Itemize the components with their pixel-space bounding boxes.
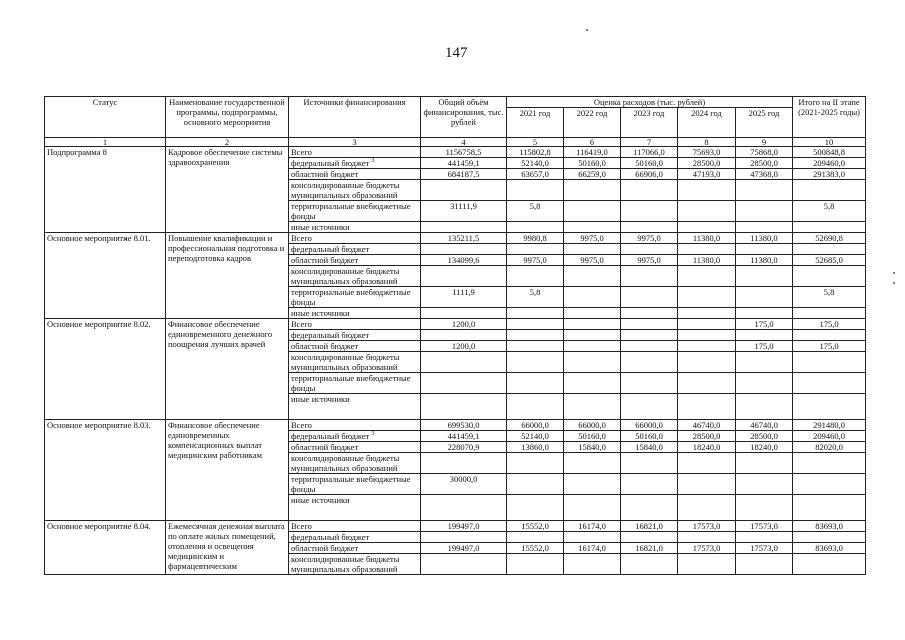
year-value-cell: 5,8 xyxy=(507,201,564,222)
year-value-cell: 75868,0 xyxy=(736,147,793,158)
year-value-cell: 11380,0 xyxy=(678,233,736,244)
source-label: областной бюджет xyxy=(291,543,359,553)
year-value-cell: 15840,0 xyxy=(564,442,621,453)
source-cell xyxy=(289,532,421,543)
header-year: 2022 год xyxy=(564,108,621,138)
source-label: Всего xyxy=(291,233,312,243)
year-value-cell xyxy=(621,201,678,222)
itogo-cell xyxy=(793,352,866,373)
source-cell xyxy=(289,319,421,330)
table-row xyxy=(45,319,866,330)
year-value-cell: 28500,0 xyxy=(678,431,736,442)
status-cell: Основное мероприятие 8.03. xyxy=(45,420,166,521)
total-cell: 684187,5 xyxy=(421,169,507,180)
year-value-cell xyxy=(736,266,793,287)
total-cell xyxy=(421,373,507,394)
year-value-cell: 9975,0 xyxy=(621,255,678,266)
source-label: иные источники xyxy=(291,394,350,404)
year-value-cell: 15840,0 xyxy=(621,442,678,453)
source-label: федеральный бюджет xyxy=(291,330,370,340)
source-cell xyxy=(289,158,421,169)
year-value-cell: 75693,0 xyxy=(678,147,736,158)
year-value-cell: 17573,0 xyxy=(736,543,793,554)
itogo-cell xyxy=(793,453,866,474)
status-cell: Основное мероприятие 8.02. xyxy=(45,319,166,420)
itogo-cell: 175,0 xyxy=(793,319,866,330)
year-value-cell xyxy=(736,453,793,474)
itogo-cell xyxy=(793,474,866,495)
year-value-cell: 47193,0 xyxy=(678,169,736,180)
year-value-cell xyxy=(621,308,678,319)
year-value-cell: 117066,0 xyxy=(621,147,678,158)
year-value-cell xyxy=(736,474,793,495)
year-value-cell xyxy=(564,341,621,352)
year-value-cell: 28500,0 xyxy=(736,158,793,169)
year-value-cell xyxy=(678,319,736,330)
year-value-cell xyxy=(678,532,736,543)
year-value-cell xyxy=(564,373,621,394)
year-value-cell xyxy=(621,373,678,394)
year-value-cell xyxy=(736,532,793,543)
source-cell xyxy=(289,222,421,233)
year-value-cell xyxy=(507,341,564,352)
year-value-cell xyxy=(564,244,621,255)
year-value-cell xyxy=(736,330,793,341)
program-name-cell: Финансовое обеспечение единовременного денежного поощрения лучших врачей xyxy=(166,319,289,420)
year-value-cell: 11380,0 xyxy=(736,233,793,244)
source-label: иные источники xyxy=(291,222,350,232)
year-value-cell xyxy=(507,394,564,420)
source-cell xyxy=(289,521,421,532)
source-cell xyxy=(289,420,421,431)
header-total: Общий объём финансирования, тыс. рублей xyxy=(421,97,507,138)
itogo-cell xyxy=(793,554,866,575)
year-value-cell: 50160,0 xyxy=(621,158,678,169)
year-value-cell xyxy=(621,532,678,543)
total-cell xyxy=(421,495,507,521)
year-value-cell: 50160,0 xyxy=(621,431,678,442)
year-value-cell: 66000,0 xyxy=(621,420,678,431)
year-value-cell xyxy=(678,453,736,474)
year-value-cell: 175,0 xyxy=(736,319,793,330)
year-value-cell xyxy=(564,474,621,495)
year-value-cell xyxy=(507,554,564,575)
year-value-cell xyxy=(678,222,736,233)
table-row xyxy=(45,420,866,431)
year-value-cell: 17573,0 xyxy=(678,543,736,554)
program-name-cell: Ежемесячная денежная выплата по оплате жилых помещений, отопления и освещения медицинским и фармацевтическим xyxy=(166,521,289,575)
year-value-cell xyxy=(564,495,621,521)
source-cell xyxy=(289,308,421,319)
year-value-cell xyxy=(507,532,564,543)
year-value-cell: 116419,0 xyxy=(564,147,621,158)
year-value-cell: 66906,0 xyxy=(621,169,678,180)
year-value-cell xyxy=(678,373,736,394)
year-value-cell xyxy=(564,453,621,474)
itogo-cell: 83693,0 xyxy=(793,543,866,554)
itogo-cell xyxy=(793,330,866,341)
total-cell: 1156758,5 xyxy=(421,147,507,158)
source-label: областной бюджет xyxy=(291,442,359,452)
year-value-cell xyxy=(621,319,678,330)
itogo-cell: 5,8 xyxy=(793,201,866,222)
year-value-cell xyxy=(507,373,564,394)
year-value-cell xyxy=(621,180,678,201)
column-index-cell: 4 xyxy=(421,138,507,147)
year-value-cell xyxy=(507,308,564,319)
column-index-cell: 1 xyxy=(45,138,166,147)
year-value-cell: 9975,0 xyxy=(564,255,621,266)
year-value-cell: 28500,0 xyxy=(678,158,736,169)
year-value-cell: 18240,0 xyxy=(678,442,736,453)
year-value-cell: 9975,0 xyxy=(564,233,621,244)
year-value-cell: 66259,0 xyxy=(564,169,621,180)
total-cell xyxy=(421,266,507,287)
source-label: консолидированные бюджеты муниципальных образований xyxy=(291,453,400,473)
financing-table xyxy=(44,96,866,575)
year-value-cell xyxy=(678,266,736,287)
year-value-cell: 11380,0 xyxy=(678,255,736,266)
year-value-cell xyxy=(507,495,564,521)
column-index-cell: 3 xyxy=(289,138,421,147)
itogo-cell: 291480,0 xyxy=(793,420,866,431)
total-cell xyxy=(421,453,507,474)
source-cell xyxy=(289,244,421,255)
year-value-cell xyxy=(678,287,736,308)
total-cell xyxy=(421,394,507,420)
total-cell xyxy=(421,308,507,319)
year-value-cell: 15552,0 xyxy=(507,521,564,532)
total-cell xyxy=(421,244,507,255)
year-value-cell: 16174,0 xyxy=(564,521,621,532)
year-value-cell xyxy=(678,308,736,319)
source-cell xyxy=(289,341,421,352)
source-label: Всего xyxy=(291,521,312,531)
year-value-cell xyxy=(621,287,678,308)
year-value-cell: 13860,0 xyxy=(507,442,564,453)
column-index-cell: 8 xyxy=(678,138,736,147)
itogo-cell xyxy=(793,244,866,255)
header-name: Наименование государственной программы, подпрограммы, основного мероприятия xyxy=(166,97,289,138)
itogo-cell: 52685,0 xyxy=(793,255,866,266)
year-value-cell: 66000,0 xyxy=(507,420,564,431)
year-value-cell xyxy=(736,244,793,255)
source-cell xyxy=(289,543,421,554)
year-value-cell xyxy=(678,554,736,575)
itogo-cell xyxy=(793,308,866,319)
source-label: Всего xyxy=(291,319,312,329)
source-label: территориальные внебюджетные фонды xyxy=(291,474,411,494)
year-value-cell xyxy=(507,180,564,201)
itogo-cell xyxy=(793,266,866,287)
year-value-cell xyxy=(621,266,678,287)
itogo-cell xyxy=(793,222,866,233)
year-value-cell xyxy=(564,287,621,308)
total-cell xyxy=(421,554,507,575)
year-value-cell xyxy=(507,222,564,233)
itogo-cell xyxy=(793,495,866,521)
year-value-cell xyxy=(564,554,621,575)
total-cell: 1200,0 xyxy=(421,319,507,330)
column-index-cell: 9 xyxy=(736,138,793,147)
total-cell: 31111,9 xyxy=(421,201,507,222)
year-value-cell xyxy=(621,474,678,495)
year-value-cell xyxy=(621,341,678,352)
year-value-cell xyxy=(564,330,621,341)
year-value-cell: 52140,0 xyxy=(507,158,564,169)
page-number: 147 xyxy=(445,45,468,61)
source-cell xyxy=(289,431,421,442)
year-value-cell xyxy=(736,287,793,308)
source-label: консолидированные бюджеты муниципальных образований xyxy=(291,266,400,286)
footnote-mark: 3 xyxy=(371,158,375,165)
total-cell: 135211,5 xyxy=(421,233,507,244)
source-cell xyxy=(289,352,421,373)
year-value-cell xyxy=(621,554,678,575)
year-value-cell xyxy=(678,495,736,521)
header-year: 2024 год xyxy=(678,108,736,138)
header-itogo: Итого на II этапе (2021-2025 годы) xyxy=(793,97,866,138)
total-cell: 441459,1 xyxy=(421,431,507,442)
year-value-cell xyxy=(507,474,564,495)
program-name-cell: Финансовое обеспечение единовременных компенсационных выплат медицинским работникам xyxy=(166,420,289,521)
year-value-cell xyxy=(564,532,621,543)
column-index-cell: 2 xyxy=(166,138,289,147)
year-value-cell xyxy=(736,495,793,521)
year-value-cell xyxy=(678,201,736,222)
year-value-cell xyxy=(564,308,621,319)
footnote-mark: 3 xyxy=(371,431,375,438)
source-label: территориальные внебюджетные фонды xyxy=(291,201,411,221)
scan-speck xyxy=(893,282,895,284)
year-value-cell xyxy=(736,352,793,373)
itogo-cell: 82020,0 xyxy=(793,442,866,453)
source-cell xyxy=(289,373,421,394)
year-value-cell xyxy=(678,394,736,420)
status-cell: Основное мероприятие 8.04. xyxy=(45,521,166,575)
source-cell xyxy=(289,442,421,453)
year-value-cell: 66000,0 xyxy=(564,420,621,431)
year-value-cell xyxy=(736,554,793,575)
source-label: федеральный бюджет xyxy=(291,244,370,254)
year-value-cell xyxy=(736,373,793,394)
column-index-cell: 6 xyxy=(564,138,621,147)
year-value-cell xyxy=(507,330,564,341)
year-value-cell xyxy=(736,222,793,233)
year-value-cell xyxy=(736,180,793,201)
year-value-cell: 9975,0 xyxy=(507,255,564,266)
source-label: иные источники xyxy=(291,495,350,505)
year-value-cell xyxy=(564,201,621,222)
year-value-cell xyxy=(507,266,564,287)
year-value-cell xyxy=(507,352,564,373)
year-value-cell xyxy=(678,352,736,373)
year-value-cell: 50160,0 xyxy=(564,158,621,169)
year-value-cell xyxy=(621,453,678,474)
total-cell xyxy=(421,330,507,341)
source-cell xyxy=(289,554,421,575)
itogo-cell: 291383,0 xyxy=(793,169,866,180)
year-value-cell: 175,0 xyxy=(736,341,793,352)
source-label: территориальные внебюджетные фонды xyxy=(291,373,411,393)
itogo-cell xyxy=(793,532,866,543)
table-row xyxy=(45,233,866,244)
year-value-cell xyxy=(564,319,621,330)
year-value-cell xyxy=(736,394,793,420)
year-value-cell: 63657,0 xyxy=(507,169,564,180)
year-value-cell: 5,8 xyxy=(507,287,564,308)
column-index-cell: 10 xyxy=(793,138,866,147)
year-value-cell xyxy=(678,180,736,201)
status-cell: Подпрограмма 8 xyxy=(45,147,166,233)
total-cell xyxy=(421,222,507,233)
program-name-cell: Повышение квалификации и профессиональная подготовка и переподготовка кадров xyxy=(166,233,289,319)
year-value-cell xyxy=(678,474,736,495)
year-value-cell xyxy=(564,352,621,373)
source-label: Всего xyxy=(291,147,312,157)
year-value-cell xyxy=(621,330,678,341)
source-label: областной бюджет xyxy=(291,255,359,265)
year-value-cell: 17573,0 xyxy=(678,521,736,532)
source-cell xyxy=(289,474,421,495)
itogo-cell: 83693,0 xyxy=(793,521,866,532)
year-value-cell xyxy=(678,244,736,255)
year-value-cell: 16174,0 xyxy=(564,543,621,554)
year-value-cell xyxy=(564,394,621,420)
table-row xyxy=(45,521,866,532)
itogo-cell: 500848,8 xyxy=(793,147,866,158)
year-value-cell xyxy=(678,330,736,341)
year-value-cell xyxy=(621,394,678,420)
year-value-cell: 50160,0 xyxy=(564,431,621,442)
source-label: консолидированные бюджеты муниципальных образований xyxy=(291,352,400,372)
year-value-cell: 9980,8 xyxy=(507,233,564,244)
year-value-cell xyxy=(736,308,793,319)
year-value-cell: 46740,0 xyxy=(736,420,793,431)
header-year: 2025 год xyxy=(736,108,793,138)
year-value-cell: 16821,0 xyxy=(621,543,678,554)
year-value-cell xyxy=(564,222,621,233)
itogo-cell: 209460,0 xyxy=(793,431,866,442)
source-cell xyxy=(289,394,421,420)
itogo-cell: 209460,0 xyxy=(793,158,866,169)
total-cell: 30000,0 xyxy=(421,474,507,495)
source-label: федеральный бюджет xyxy=(291,158,370,168)
source-cell xyxy=(289,266,421,287)
header-sources: Источники финансирования xyxy=(289,97,421,138)
source-cell xyxy=(289,495,421,521)
source-cell xyxy=(289,169,421,180)
column-index-row xyxy=(45,138,866,147)
source-label: областной бюджет xyxy=(291,341,359,351)
total-cell: 199497,0 xyxy=(421,521,507,532)
itogo-cell xyxy=(793,394,866,420)
header-estimate: Оценка расходов (тыс. рублей) xyxy=(507,97,793,108)
year-value-cell: 115802,8 xyxy=(507,147,564,158)
source-label: федеральный бюджет xyxy=(291,532,370,542)
itogo-cell: 5,8 xyxy=(793,287,866,308)
total-cell: 1200,0 xyxy=(421,341,507,352)
total-cell: 1111,9 xyxy=(421,287,507,308)
source-cell xyxy=(289,201,421,222)
year-value-cell: 16821,0 xyxy=(621,521,678,532)
column-index-cell: 5 xyxy=(507,138,564,147)
source-cell xyxy=(289,453,421,474)
itogo-cell: 175,0 xyxy=(793,341,866,352)
column-index-cell: 7 xyxy=(621,138,678,147)
source-label: консолидированные бюджеты муниципальных образований xyxy=(291,554,400,574)
source-cell xyxy=(289,180,421,201)
year-value-cell: 17573,0 xyxy=(736,521,793,532)
total-cell: 441459,1 xyxy=(421,158,507,169)
year-value-cell: 46740,0 xyxy=(678,420,736,431)
year-value-cell: 18240,0 xyxy=(736,442,793,453)
source-cell xyxy=(289,233,421,244)
year-value-cell xyxy=(621,495,678,521)
year-value-cell: 9975,0 xyxy=(621,233,678,244)
scan-speck xyxy=(893,272,895,274)
total-cell xyxy=(421,532,507,543)
year-value-cell xyxy=(736,201,793,222)
header-year: 2021 год xyxy=(507,108,564,138)
year-value-cell: 28500,0 xyxy=(736,431,793,442)
program-name-cell: Кадровое обеспечение системы здравоохранения xyxy=(166,147,289,233)
year-value-cell: 11380,0 xyxy=(736,255,793,266)
source-cell xyxy=(289,330,421,341)
source-cell xyxy=(289,287,421,308)
header-year: 2023 год xyxy=(621,108,678,138)
year-value-cell xyxy=(564,266,621,287)
source-label: областной бюджет xyxy=(291,169,359,179)
source-label: консолидированные бюджеты муниципальных образований xyxy=(291,180,400,200)
year-value-cell xyxy=(621,244,678,255)
total-cell xyxy=(421,180,507,201)
total-cell: 228070,9 xyxy=(421,442,507,453)
year-value-cell xyxy=(564,180,621,201)
total-cell: 134099,6 xyxy=(421,255,507,266)
year-value-cell xyxy=(621,222,678,233)
status-cell: Основное мероприятие 8.01. xyxy=(45,233,166,319)
year-value-cell: 47368,0 xyxy=(736,169,793,180)
total-cell: 699530,0 xyxy=(421,420,507,431)
total-cell: 199497,0 xyxy=(421,543,507,554)
source-label: федеральный бюджет xyxy=(291,431,370,441)
year-value-cell: 15552,0 xyxy=(507,543,564,554)
table-row xyxy=(45,147,866,158)
source-label: Всего xyxy=(291,420,312,430)
scan-speck xyxy=(586,29,588,31)
source-label: иные источники xyxy=(291,308,350,318)
header-status: Статус xyxy=(45,97,166,138)
source-cell xyxy=(289,147,421,158)
year-value-cell xyxy=(507,244,564,255)
itogo-cell xyxy=(793,373,866,394)
itogo-cell xyxy=(793,180,866,201)
year-value-cell xyxy=(507,319,564,330)
source-cell xyxy=(289,255,421,266)
total-cell xyxy=(421,352,507,373)
itogo-cell: 52690,8 xyxy=(793,233,866,244)
year-value-cell xyxy=(621,352,678,373)
source-label: территориальные внебюджетные фонды xyxy=(291,287,411,307)
year-value-cell xyxy=(678,341,736,352)
year-value-cell xyxy=(507,453,564,474)
year-value-cell: 52140,0 xyxy=(507,431,564,442)
